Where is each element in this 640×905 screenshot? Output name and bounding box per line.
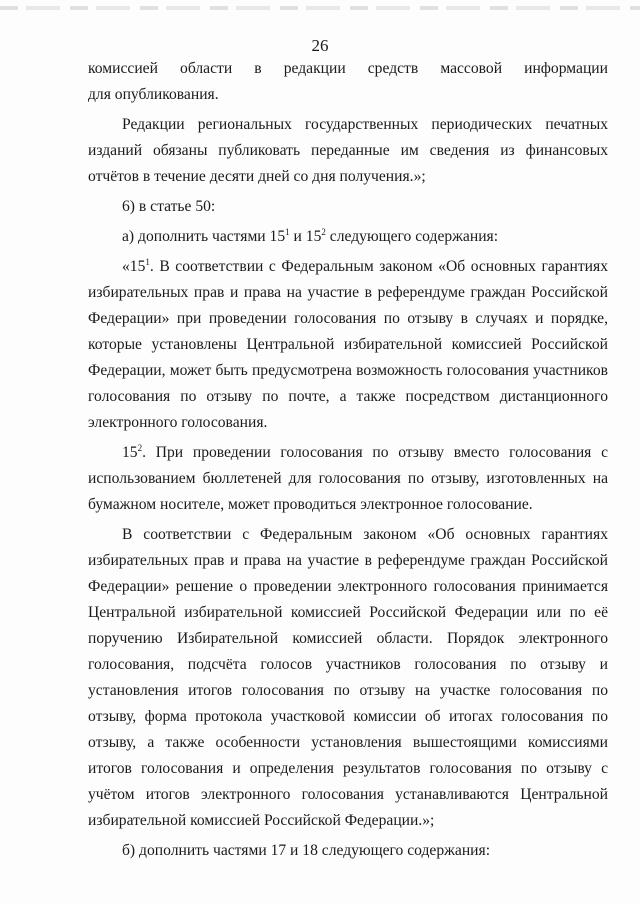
scan-artifact-line xyxy=(0,6,640,10)
superscript: 2 xyxy=(321,226,326,237)
add-parts-text-2: и 15 xyxy=(289,228,322,245)
paragraph-part-15-2 xyxy=(88,440,608,518)
superscript: 2 xyxy=(137,442,143,453)
superscript: 1 xyxy=(145,256,150,267)
paragraph-continuation-end: для опубликования. xyxy=(88,86,219,103)
paragraph-article-50: 6) в статье 50: xyxy=(122,198,216,215)
paragraph-add-parts-17-18: б) дополнить частями 17 и 18 следующего содержания: xyxy=(122,842,491,859)
paragraph-newspapers: Редакции региональных государственных периодических печатных изданий обязаны публиковать переданные им сведения из финансовых отчётов в течение десяти дней со дня получения.»; xyxy=(88,116,608,185)
part-number: «15 xyxy=(122,258,146,275)
document-body xyxy=(88,56,608,864)
part-text: . В соответствии с Федеральным законом «Об основных гарантиях избирательных прав и права на участие в референдуме граждан Российской Федерации» при проведении голосования по отзыву в случаях и порядке, которые установлены Центральной избирательной комиссией Российской Федерации, может быть предусмотрена возможность голосования участников голосования по отзыву по почте, а также посредством дистанционного электронного голосования. xyxy=(88,258,608,431)
part-number: 15 xyxy=(122,444,138,461)
paragraph-add-parts xyxy=(88,224,608,250)
superscript: 1 xyxy=(285,226,290,237)
paragraph-continuation-line: комиссией области в редакции средств массовой информации xyxy=(88,60,608,77)
add-parts-text-3: следующего содержания: xyxy=(325,228,499,245)
paragraph-part-15-1 xyxy=(88,254,608,436)
page-number: 26 xyxy=(311,36,329,55)
part-text: . При проведении голосования по отзыву вместо голосования с использованием бюллетеней для голосования по отзыву, изготовленных на бумажном носителе, может проводиться электронное голосование. xyxy=(88,444,608,513)
add-parts-text-1: а) дополнить частями 15 xyxy=(122,228,286,245)
paragraph-electronic-voting: В соответствии с Федеральным законом «Об основных гарантиях избирательных прав и права на участие в референдуме граждан Российской Федерации» решение о проведении электронного голосования принимается Центральной избирательной комиссией Российской Федерации или по её поручению Избирательной комиссией области. Порядок электронного голосования, подсчёта голосов участников голосования по отзыву и установления итогов голосования по отзыву на участке голосования по отзыву, форма протокола участковой комиссии об итогах голосования по отзыву, а также особенности установления вышестоящими комиссиями итогов голосования и определения результатов голосования по отзыву с учётом итогов электронного голосования устанавливаются Центральной избирательной комиссией Российской Федерации.»; xyxy=(88,526,608,829)
